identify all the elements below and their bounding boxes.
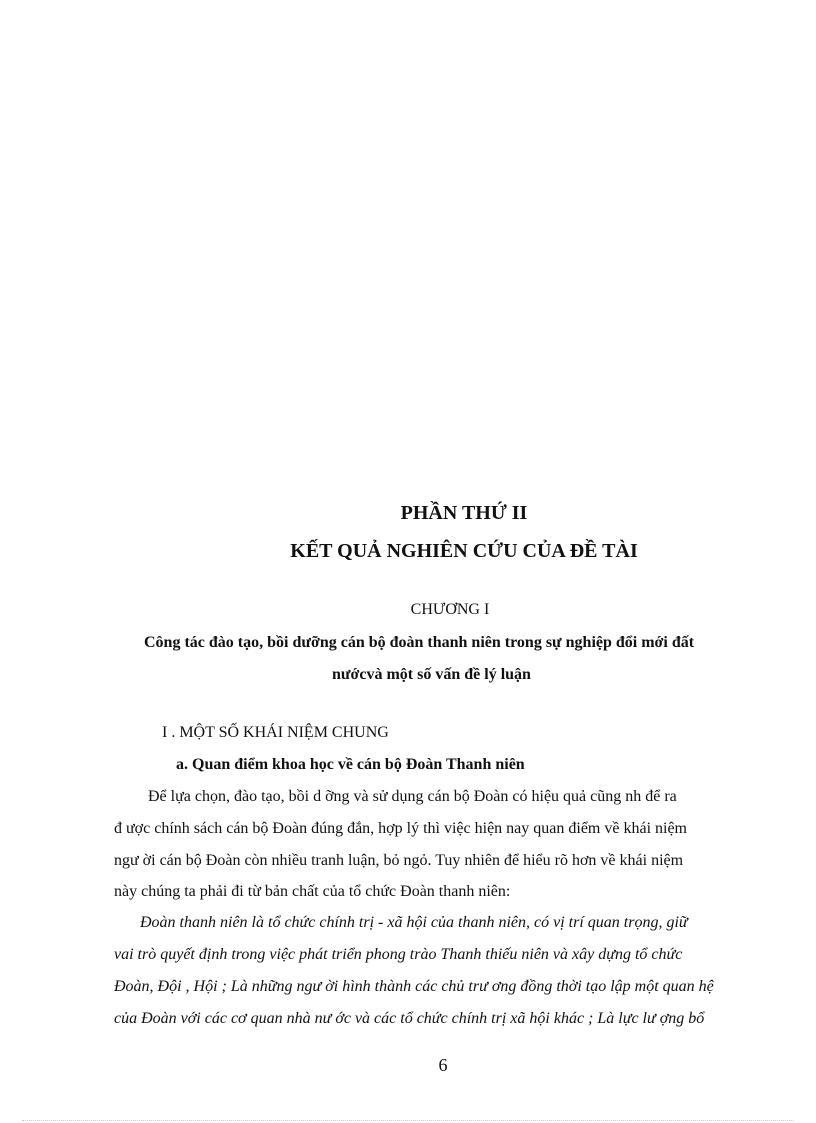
section-title: I . MỘT SỐ KHÁI NIỆM CHUNG xyxy=(162,724,389,741)
italic-line-4: của Đoàn với các cơ quan nhà nư ớc và các tổ chức chính trị xã hội khác ; Là lực lư ợng bổ xyxy=(114,1010,705,1027)
italic-line-1: Đoàn thanh niên là tổ chức chính trị - xã hội của thanh niên, có vị trí quan trọng, giữ xyxy=(140,914,688,931)
body-line-4: này chúng ta phải đi từ bản chất của tổ chức Đoàn thanh niên: xyxy=(114,883,511,900)
chapter-title-line-2: nướcvà một số vấn đề lý luận xyxy=(332,666,531,683)
body-line-2: đ ược chính sách cán bộ Đoàn đúng đắn, hợp lý thì việc hiện nay quan điểm về khái niệm xyxy=(114,820,687,837)
italic-line-2: vai trò quyết định trong việc phát triển phong trào Thanh thiếu niên và xây dựng tổ chức xyxy=(114,946,683,963)
chapter-title-line-1: Công tác đào tạo, bồi dưỡng cán bộ đoàn thanh niên trong sự nghiệp đổi mới đất xyxy=(144,634,695,651)
chapter-number: CHƯƠNG I xyxy=(410,601,490,618)
document-title: KẾT QUẢ NGHIÊN CỨU CỦA ĐỀ TÀI xyxy=(290,540,638,562)
page-bottom-divider xyxy=(22,1120,794,1121)
part-heading: PHẦN THỨ II xyxy=(400,502,528,524)
body-line-1: Để lựa chọn, đào tạo, bồi d ỡng và sử dụng cán bộ Đoàn có hiệu quả cũng nh để ra xyxy=(148,788,677,805)
italic-line-3: Đoàn, Đội , Hội ; Là những ngư ời hình thành các chủ trư ơng đồng thời tạo lập một quan hệ xyxy=(114,978,714,995)
subsection-title: a. Quan điểm khoa học về cán bộ Đoàn Thanh niên xyxy=(176,756,525,773)
body-line-3: ngư ời cán bộ Đoàn còn nhiều tranh luận, bỏ ngỏ. Tuy nhiên để hiểu rõ hơn về khái niệm xyxy=(114,852,684,869)
page-number: 6 xyxy=(438,1055,448,1075)
